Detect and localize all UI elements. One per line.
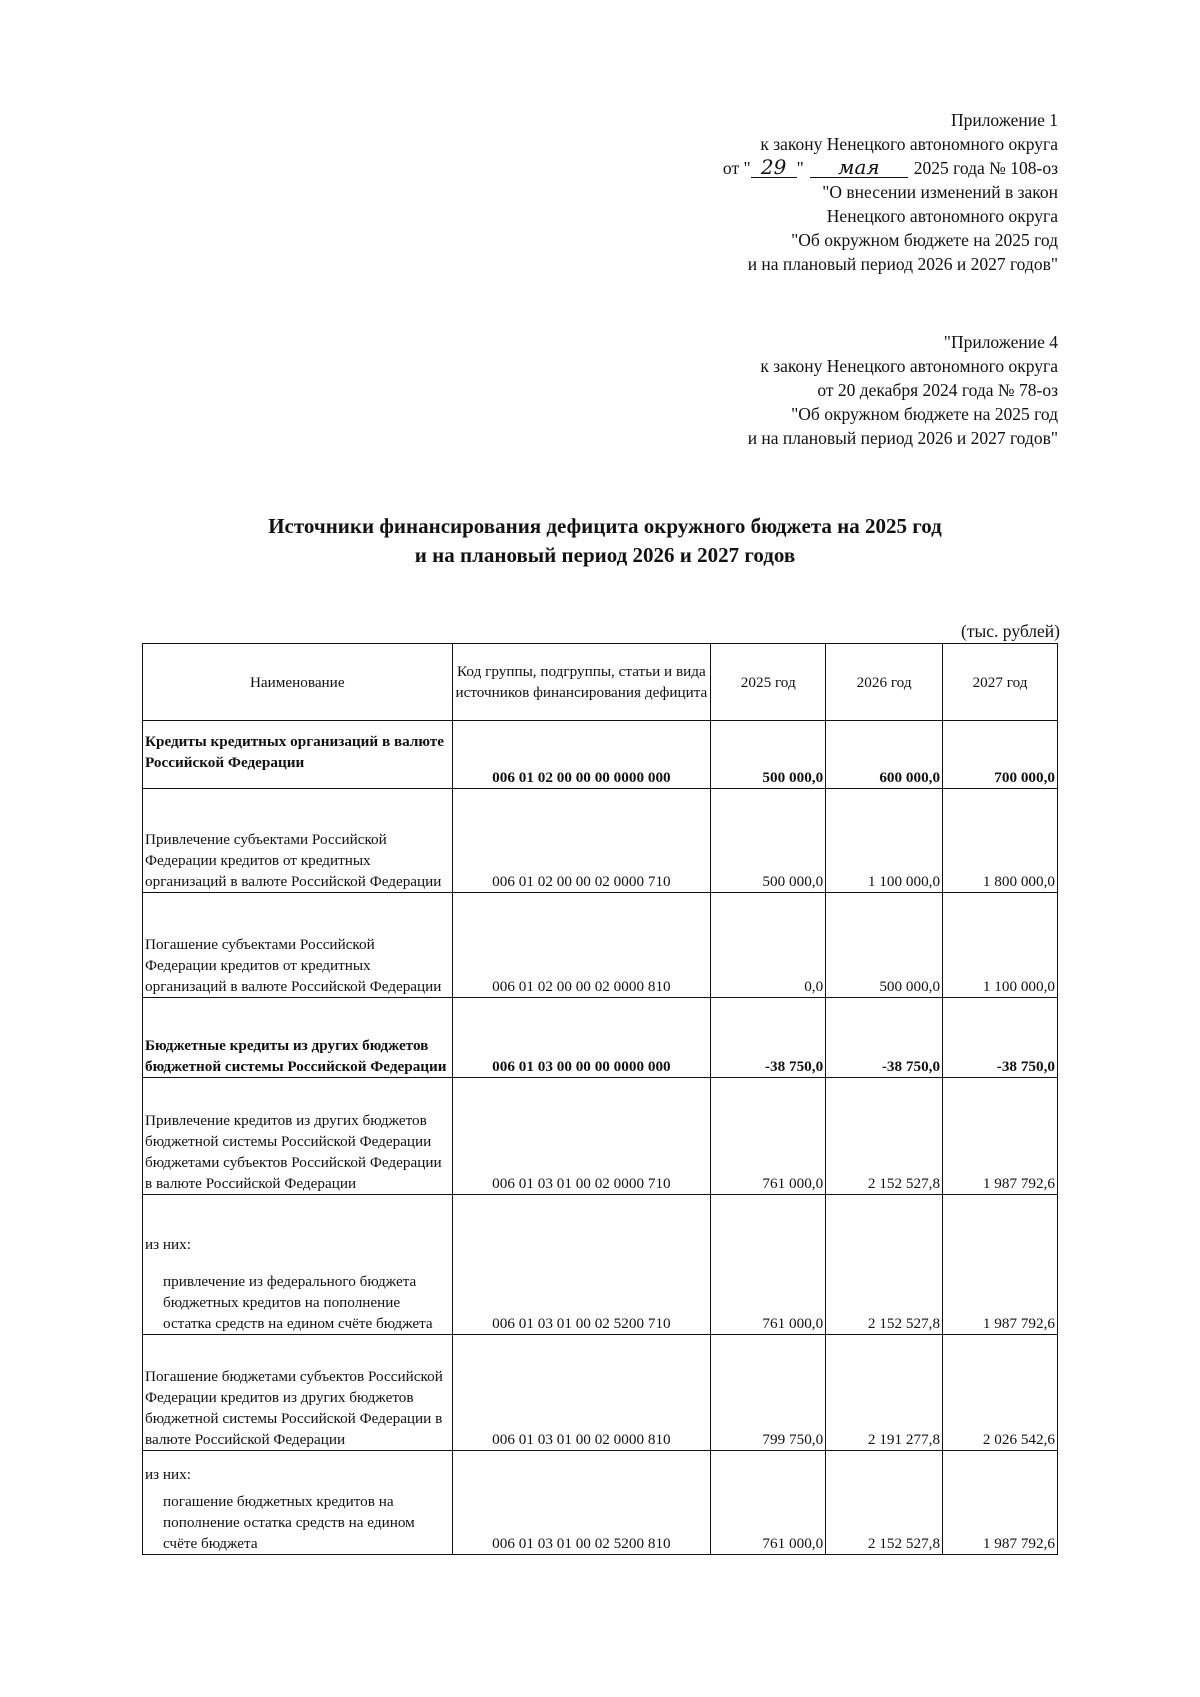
row-2026: 1 100 000,0	[826, 789, 943, 893]
table-row	[143, 893, 1058, 998]
table-row	[143, 998, 1058, 1078]
table-row	[143, 1195, 1058, 1335]
row-2027: 1 100 000,0	[943, 893, 1058, 998]
date-prefix: от "	[722, 158, 751, 178]
table-row	[143, 1078, 1058, 1195]
document-title-line-2: и на плановый период 2026 и 2027 годов	[414, 543, 796, 567]
row-2027: 2 026 542,6	[943, 1335, 1058, 1451]
row-2025: 761 000,0	[711, 1195, 826, 1335]
handwritten-day: 29	[751, 157, 797, 178]
header-2026: 2026 год	[826, 644, 943, 721]
row-2025: -38 750,0	[711, 998, 826, 1078]
row-code: 006 01 02 00 00 02 0000 710	[452, 789, 711, 893]
appendix-1-line-4: "О внесении изменений в закон	[822, 182, 1058, 202]
row-2026: 500 000,0	[826, 893, 943, 998]
appendix-4-law-ref: к закону Ненецкого автономного округа	[760, 356, 1058, 376]
table-row	[143, 1451, 1058, 1555]
header-code: Код группы, подгруппы, статьи и вида источников финансирования дефицита	[452, 644, 711, 721]
header-2025: 2025 год	[711, 644, 826, 721]
row-code: 006 01 03 01 00 02 5200 810	[452, 1451, 711, 1555]
row-name: Погашение субъектами Российской Федерации кредитов от кредитных организаций в валюте Российской Федерации	[143, 893, 453, 998]
row-code: 006 01 02 00 00 00 0000 000	[452, 721, 711, 789]
financing-sources-table	[142, 643, 1058, 1555]
row-2026: 2 152 527,8	[826, 1451, 943, 1555]
appendix-4-line-5: и на плановый период 2026 и 2027 годов"	[747, 428, 1058, 448]
appendix-4-date: от 20 декабря 2024 года № 78-оз	[817, 380, 1058, 400]
header-name: Наименование	[143, 644, 453, 721]
header-2027: 2027 год	[943, 644, 1058, 721]
appendix-1-title: Приложение 1	[950, 110, 1058, 130]
date-mid: "	[796, 158, 804, 178]
row-name: Привлечение кредитов из других бюджетов бюджетной системы Российской Федерации бюджетами субъектов Российской Федерации в валюте Российской Федерации	[143, 1078, 453, 1195]
appendix-1-line-5: Ненецкого автономного округа	[826, 206, 1058, 226]
table-header-row	[143, 644, 1058, 721]
row-2025: 0,0	[711, 893, 826, 998]
row-2025: 799 750,0	[711, 1335, 826, 1451]
row-2025: 761 000,0	[711, 1078, 826, 1195]
row-lead: из них:	[145, 1466, 191, 1483]
row-2027: -38 750,0	[943, 998, 1058, 1078]
row-name: Привлечение субъектами Российской Федерации кредитов от кредитных организаций в валюте Российской Федерации	[143, 789, 453, 893]
document-title-line-1: Источники финансирования дефицита окружного бюджета на 2025 год	[268, 514, 942, 538]
row-2025: 761 000,0	[711, 1451, 826, 1555]
row-2027: 1 800 000,0	[943, 789, 1058, 893]
row-2026: 600 000,0	[826, 721, 943, 789]
date-suffix: 2025 года № 108-оз	[913, 158, 1058, 178]
row-name-cell	[143, 1451, 453, 1555]
row-2027: 1 987 792,6	[943, 1195, 1058, 1335]
row-name: Погашение бюджетами субъектов Российской Федерации кредитов из других бюджетов бюджетной системы Российской Федерации в валюте Российской Федерации	[143, 1335, 453, 1451]
appendix-4-line-4: "Об окружном бюджете на 2025 год	[791, 404, 1058, 424]
row-lead: из них:	[145, 1236, 191, 1253]
row-code: 006 01 03 01 00 02 5200 710	[452, 1195, 711, 1335]
row-name-cell	[143, 1195, 453, 1335]
row-name: Кредиты кредитных организаций в валюте Российской Федерации	[143, 721, 453, 789]
appendix-4-title: "Приложение 4	[943, 332, 1058, 352]
row-code: 006 01 03 01 00 02 0000 710	[452, 1078, 711, 1195]
row-name: привлечение из федерального бюджета бюджетных кредитов на пополнение остатка средств на едином счёте бюджета	[163, 1273, 433, 1332]
row-2026: 2 152 527,8	[826, 1195, 943, 1335]
row-name: Бюджетные кредиты из других бюджетов бюджетной системы Российской Федерации	[143, 998, 453, 1078]
row-2025: 500 000,0	[711, 789, 826, 893]
table-row	[143, 789, 1058, 893]
appendix-1-date-line	[723, 156, 1058, 180]
row-name: погашение бюджетных кредитов на пополнение остатка средств на едином счёте бюджета	[163, 1493, 415, 1552]
row-2027: 700 000,0	[943, 721, 1058, 789]
row-2025: 500 000,0	[711, 721, 826, 789]
row-2026: -38 750,0	[826, 998, 943, 1078]
row-2026: 2 191 277,8	[826, 1335, 943, 1451]
row-code: 006 01 03 00 00 00 0000 000	[452, 998, 711, 1078]
appendix-1-law-ref: к закону Ненецкого автономного округа	[760, 134, 1058, 154]
appendix-1-line-6: "Об окружном бюджете на 2025 год	[791, 230, 1058, 250]
row-code: 006 01 03 01 00 02 0000 810	[452, 1335, 711, 1451]
row-2027: 1 987 792,6	[943, 1451, 1058, 1555]
row-2027: 1 987 792,6	[943, 1078, 1058, 1195]
appendix-1-line-7: и на плановый период 2026 и 2027 годов"	[747, 254, 1058, 274]
units-label: (тыс. рублей)	[961, 621, 1060, 641]
row-code: 006 01 02 00 00 02 0000 810	[452, 893, 711, 998]
appendix-1-header	[723, 108, 1058, 276]
handwritten-month: мая	[810, 157, 908, 178]
document-title	[0, 512, 1200, 570]
appendix-4-header	[748, 330, 1058, 450]
table-row	[143, 1335, 1058, 1451]
row-2026: 2 152 527,8	[826, 1078, 943, 1195]
table-row	[143, 721, 1058, 789]
